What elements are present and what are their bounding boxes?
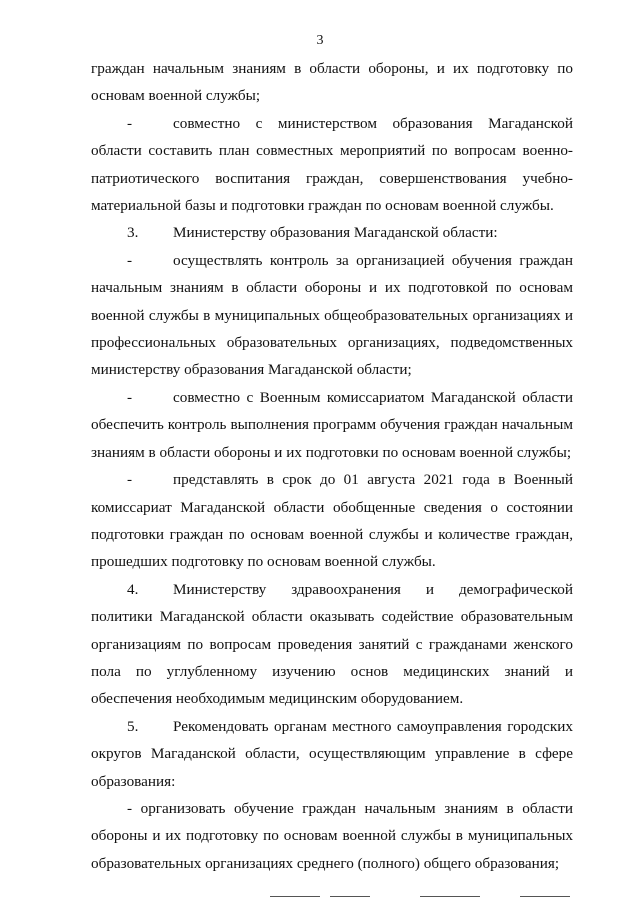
paragraph-bullet-control [91,247,573,384]
paragraph-text: Министерству здравоохранения и демографической политики Магаданской области оказывать содействие образовательным организациям по вопросам проведения занятий с гражданами женского пола по углубленному изучению основ медицинских знаний и обеспечения необходимым медицинским оборудованием. [91,580,573,708]
scan-artifact-line [330,896,370,897]
paragraph-bullet-plan [91,110,573,220]
bullet-dash: - [127,471,133,489]
paragraph-bullet-report [91,466,573,576]
paragraph-continuation: граждан начальным знаниям в области обороны, и их подготовку по основам военной службы; [91,60,573,105]
item-number: 3. [127,224,139,242]
paragraph-bullet-military-commissariat [91,384,573,466]
page-number: 3 [316,33,324,48]
paragraph-text: совместно с министерством образования Магаданской области составить план совместных мероприятий по вопросам военно-патриотического воспитания граждан, совершенствования учебно-материальной базы и подготовки граждан по основам военной службы. [91,114,573,215]
paragraph-text: представлять в срок до 01 августа 2021 года в Военный комиссариат Магаданской области обобщенные сведения о состоянии подготовки граждан по основам военной службы и количестве граждан, прошедших подготовку по основам военной службы. [91,471,573,571]
document-body [91,55,573,877]
bullet-dash: - [127,114,133,132]
bullet-dash: - [127,388,133,406]
scan-artifact-line [270,896,320,897]
scan-artifact-line [520,896,570,897]
paragraph-bullet-organize: - организовать обучение граждан начальным знаниям в области обороны и их подготовку по основам военной службы в муниципальных образовательных организациях среднего (полного) общего образования; [91,799,573,872]
scan-artifact-line [420,896,480,897]
paragraph-text: осуществлять контроль за организацией обучения граждан начальным знаниям в области обороны и их подготовкой по основам военной службы в муниципальных общеобразовательных организациях и профессиональных образовательных организациях, подведомственных министерству образования Магаданской области; [91,251,573,379]
paragraph-item-3 [91,219,573,246]
paragraph-text: совместно с Военным комиссариатом Магаданской области обеспечить контроль выполнения программ обучения граждан начальным знаниям в области обороны и их подготовки по основам военной службы; [91,388,573,461]
bullet-dash: - [127,251,133,269]
item-number: 5. [127,717,139,735]
paragraph-text: Министерству образования Магаданской области: [173,224,498,242]
item-number: 4. [127,580,139,598]
paragraph-item-4 [91,576,573,713]
paragraph-item-5 [91,713,573,795]
paragraph-text: Рекомендовать органам местного самоуправления городских округов Магаданской области, осуществляющим управление в сфере образования: [91,717,573,790]
